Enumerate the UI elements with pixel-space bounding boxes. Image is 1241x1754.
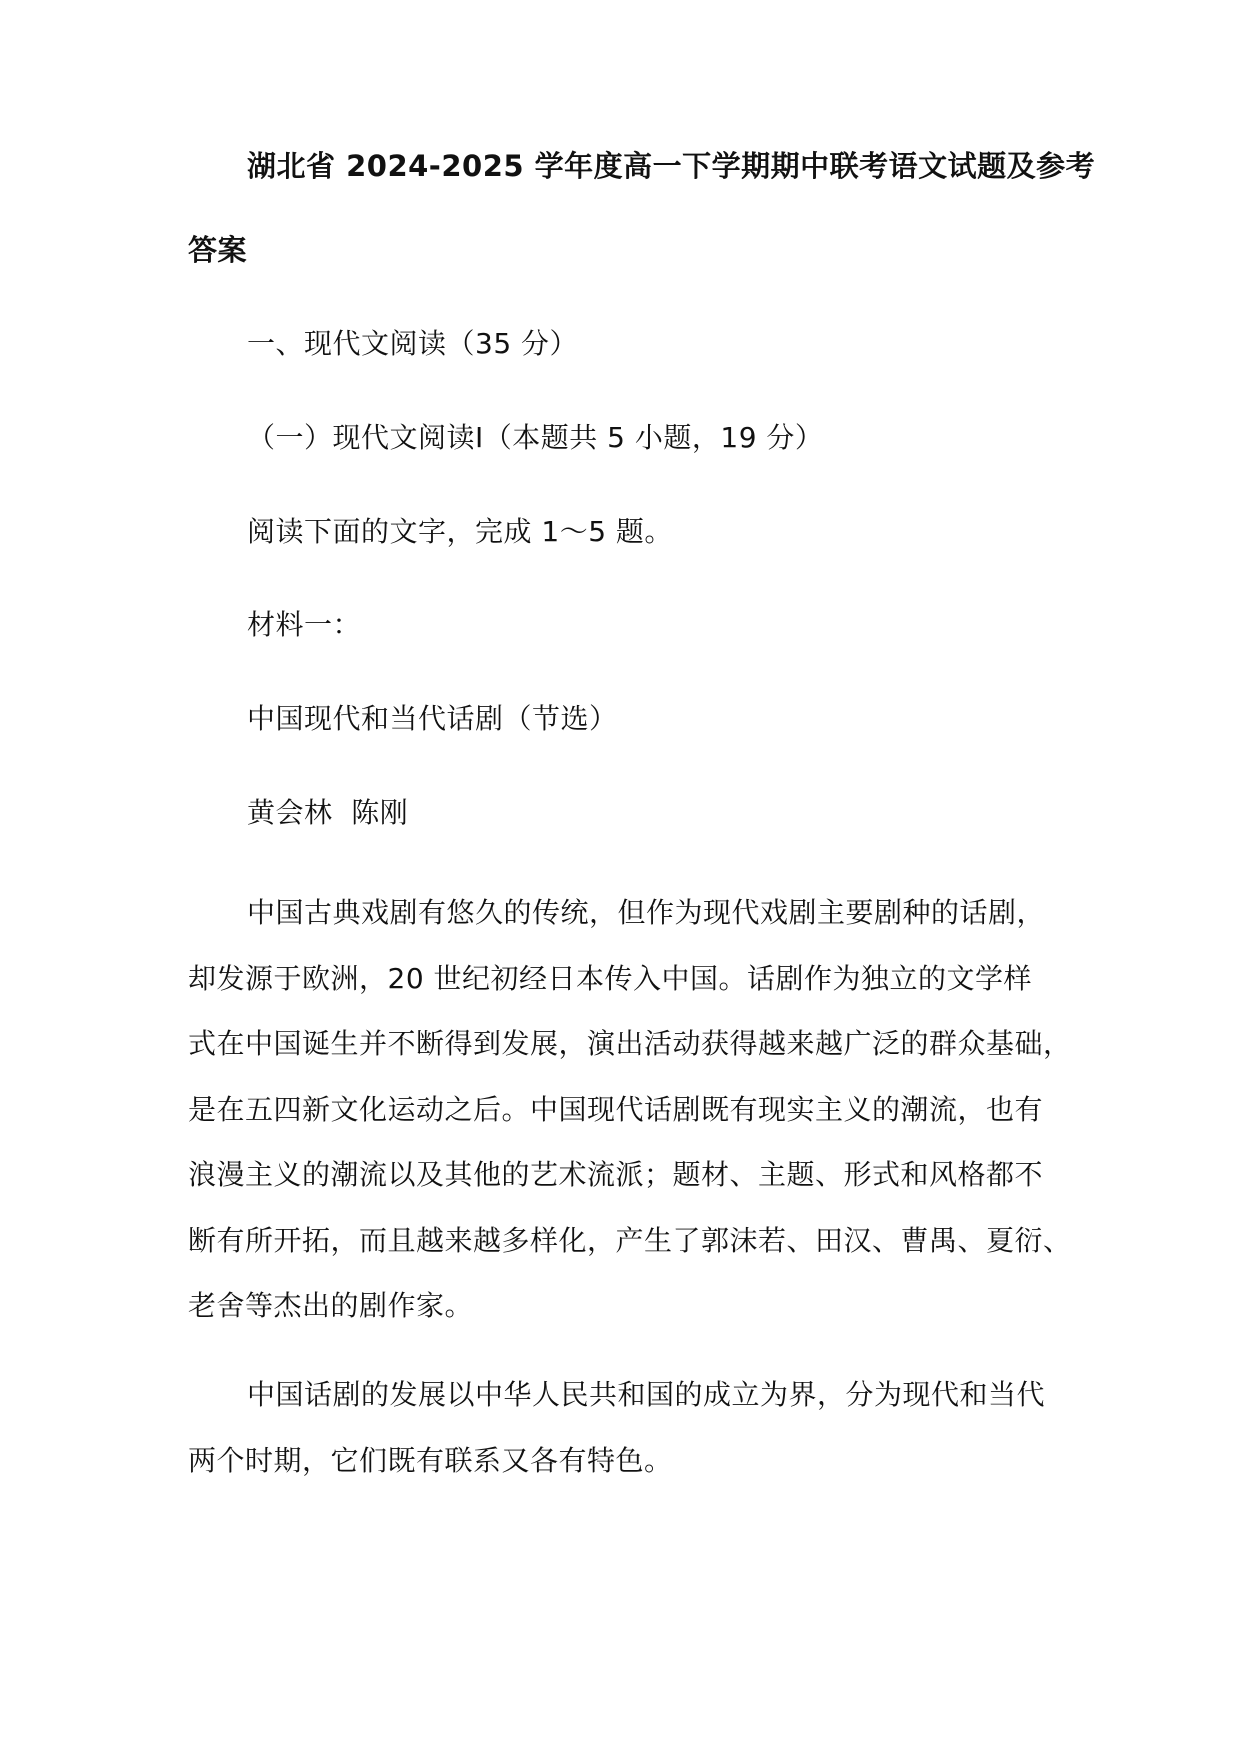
paragraph-line: 是在五四新文化运动之后。中国现代话剧既有现实主义的潮流，也有 — [188, 1092, 1044, 1126]
paragraph-line: 两个时期，它们既有联系又各有特色。 — [188, 1443, 673, 1477]
reading-instruction: 阅读下面的文字，完成 1～5 题。 — [247, 515, 673, 548]
paragraph-1 — [188, 880, 1072, 1339]
article-authors: 黄会林 陈刚 — [247, 796, 409, 829]
paragraph-line: 中国话剧的发展以中华人民共和国的成立为界，分为现代和当代 — [247, 1378, 1046, 1411]
paragraph-2 — [188, 1362, 1045, 1493]
article-title: 中国现代和当代话剧（节选） — [247, 702, 618, 735]
paragraph-line: 却发源于欧洲，20 世纪初经日本传入中国。话剧作为独立的文学样 — [188, 961, 1033, 995]
material-label: 材料一： — [247, 608, 362, 641]
section-heading: 一、现代文阅读（35 分） — [247, 327, 579, 360]
paragraph-line: 老舍等杰出的剧作家。 — [188, 1289, 474, 1322]
document-title-line-1: 湖北省 2024-2025 学年度高一下学期期中联考语文试题及参考 — [247, 149, 1096, 183]
document-title-line-2: 答案 — [188, 233, 248, 267]
subsection-heading: （一）现代文阅读Ⅰ（本题共 5 小题，19 分） — [247, 421, 824, 454]
paragraph-line: 式在中国诞生并不断得到发展，演出活动获得越来越广泛的群众基础， — [188, 1027, 1072, 1060]
paragraph-line: 浪漫主义的潮流以及其他的艺术流派；题材、主题、形式和风格都不 — [188, 1158, 1044, 1191]
paragraph-line: 中国古典戏剧有悠久的传统，但作为现代戏剧主要剧种的话剧， — [247, 896, 1046, 929]
paragraph-line: 断有所开拓，而且越来越多样化，产生了郭沫若、田汉、曹禺、夏衍、 — [188, 1223, 1072, 1257]
